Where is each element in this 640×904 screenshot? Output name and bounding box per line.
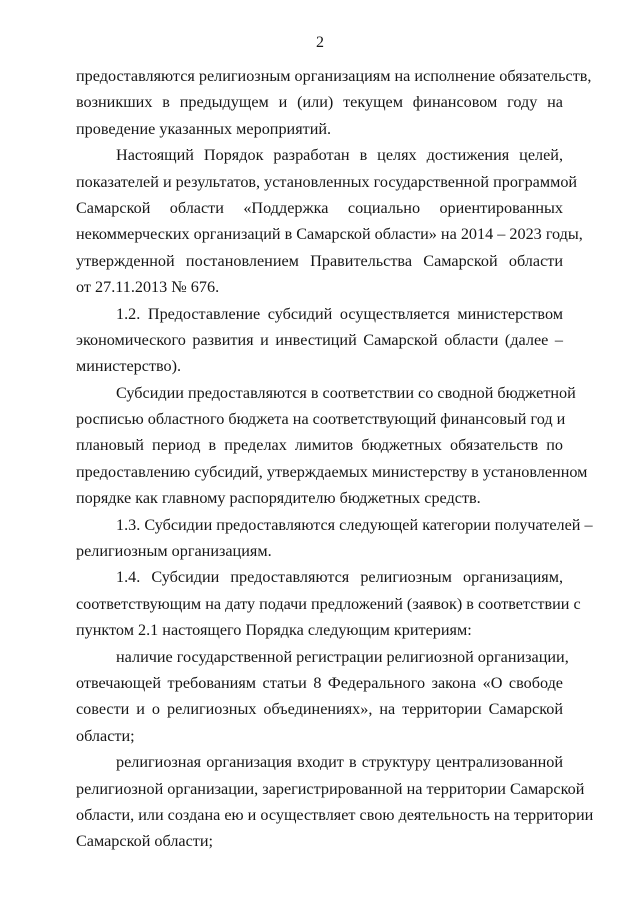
text-line: министерство).: [76, 357, 182, 376]
text-line: некоммерческих организаций в Самарской области» на 2014 – 2023 годы,: [76, 225, 583, 244]
document-body: [76, 63, 594, 855]
text-line: отвечающей требованиям статьи 8 Федерального закона «О свободе: [76, 673, 563, 692]
text-line: утвержденной постановлением Правительства Самарской области: [76, 251, 563, 270]
text-line: Самарской области «Поддержка социально ориентированных: [76, 198, 563, 217]
text-line: росписью областного бюджета на соответствующий финансовый год и: [76, 410, 566, 429]
text-line: области, или создана ею и осуществляет свою деятельность на территории: [76, 805, 594, 824]
text-line: плановый период в пределах лимитов бюджетных обязательств по: [76, 436, 563, 455]
text-line: религиозной организации, зарегистрированной на территории Самарской: [76, 779, 585, 798]
text-line: показателей и результатов, установленных государственной программой: [76, 172, 578, 191]
text-line: соответствующим на дату подачи предложений (заявок) в соответствии с: [76, 594, 581, 613]
text-line: предоставлению субсидий, утверждаемых министерству в установленном: [76, 462, 588, 481]
text-line: проведение указанных мероприятий.: [76, 119, 332, 138]
text-line: предоставляются религиозным организациям на исполнение обязательств,: [76, 67, 592, 85]
text-line: от 27.11.2013 № 676.: [76, 278, 220, 297]
text-line: совести и о религиозных объединениях», на территории Самарской: [76, 700, 563, 719]
text-line: пунктом 2.1 настоящего Порядка следующим критериям:: [76, 621, 472, 640]
text-line: возникших в предыдущем и (или) текущем финансовом году на: [76, 93, 563, 112]
text-line: Субсидии предоставляются в соответствии со сводной бюджетной: [116, 383, 576, 402]
text-line: религиозная организация входит в структуру централизованной: [116, 753, 563, 772]
page-number: 2: [316, 34, 324, 51]
text-line: 1.4. Субсидии предоставляются религиозным организациям,: [116, 568, 563, 587]
text-line: порядке как главному распорядителю бюджетных средств.: [76, 489, 481, 508]
text-line: Самарской области;: [76, 832, 214, 851]
text-line: 1.2. Предоставление субсидий осуществляется министерством: [116, 304, 563, 323]
text-line: области;: [76, 726, 135, 745]
text-line: религиозным организациям.: [76, 542, 272, 561]
text-line: Настоящий Порядок разработан в целях достижения целей,: [116, 146, 563, 165]
text-line: наличие государственной регистрации религиозной организации,: [116, 647, 569, 666]
text-line: экономического развития и инвестиций Самарской области (далее –: [76, 330, 563, 349]
text-line: 1.3. Субсидии предоставляются следующей категории получателей –: [116, 515, 593, 534]
